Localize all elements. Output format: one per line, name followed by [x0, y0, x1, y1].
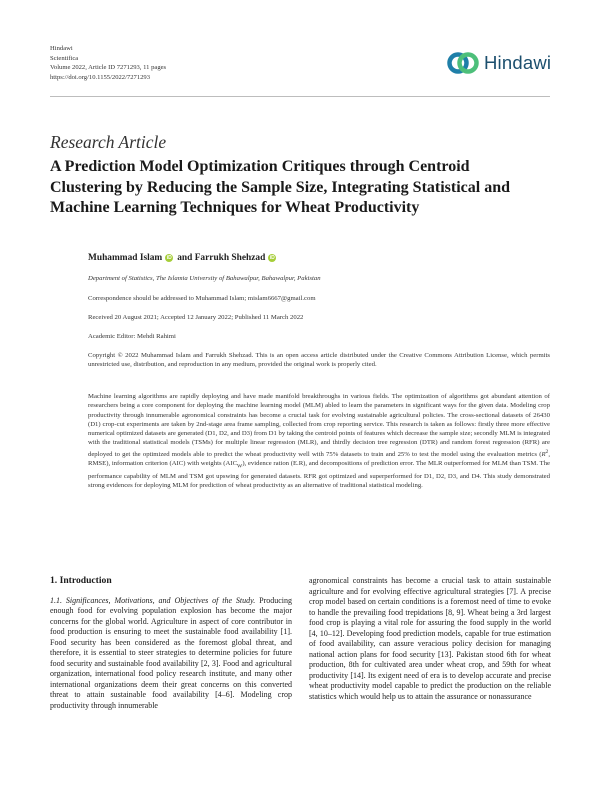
- author-conjunction: and: [177, 253, 193, 263]
- author-list: [88, 253, 280, 263]
- body-column-right: [309, 576, 551, 702]
- paragraph: [50, 596, 292, 712]
- abstract-text: , RMSE), information criterion (AIC) with weights (AIC: [88, 451, 550, 468]
- article-dates: Received 20 August 2021; Accepted 12 January 2022; Published 11 March 2022: [88, 314, 304, 321]
- title-line: Machine Learning Techniques for Wheat Productivity: [50, 199, 420, 216]
- r-squared-symbol: R: [541, 451, 546, 459]
- subsection-heading: 1.1. Significances, Motivations, and Objectives of the Study.: [50, 595, 256, 605]
- superscript: 2: [545, 448, 549, 455]
- orcid-icon[interactable]: iD: [166, 255, 172, 261]
- volume-info: Volume 2022, Article ID 7271293, 11 pages: [50, 64, 167, 72]
- logo-wordmark: Hindawi: [484, 52, 552, 73]
- hindawi-logo: [446, 48, 551, 78]
- copyright-notice: Copyright © 2022 Muhammad Islam and Farrukh Shehzad. This is an open access article distributed under the Creative Commons Attribution License, which permits unrestricted use, distribution, and reproduction in any medium, provided the original work is properly cited.: [88, 352, 550, 369]
- abstract-text: ), evidence ration (E.R), and decompositions of prediction error. The MLR outperformed for MLM than TSM. The performance capability of MLM and TSM got upswing for generated datasets. RFR got optimized and superperformed for D1, D2, D3, and D4. This study demonstrated strong evidences for deploying MLM for prediction of wheat productivity as an alternative of traditional statistical modeling.: [88, 460, 551, 490]
- publisher-name: Hindawi: [50, 45, 73, 52]
- author-name[interactable]: Muhammad Islam: [88, 253, 163, 263]
- title-line: Clustering by Reducing the Sample Size, Integrating Statistical and: [50, 178, 511, 196]
- orcid-icon[interactable]: iD: [269, 255, 275, 261]
- author-name[interactable]: Farrukh Shehzad: [194, 253, 266, 263]
- article-type: Research Article: [50, 132, 167, 152]
- article-title: [50, 157, 560, 219]
- header-divider: [50, 96, 550, 97]
- title-line: A Prediction Model Optimization Critiques through Centroid: [50, 158, 470, 175]
- hindawi-logo-icon: [446, 50, 480, 76]
- paragraph-text: Producing enough food for evolving population explosion has become the major concerns for the global world. Agriculture in aspect of core contributor in food production is ensuring to meet the sustainable food availability [1]. Food security has been considered as the foremost global threat, and therefore, it is essential to steer strategies to determine policies for future food security and sustainable food availability [2, 3]. Food and agricultural organization, international food policy research institute, and many other international organizations deem their great concerns on this converted threat to attain sustainable food availability [4–6]. Modeling crop productivity through innumerable: [50, 595, 293, 710]
- journal-meta: [50, 44, 166, 82]
- correspondence: Correspondence should be addressed to Muhammad Islam; mislam6667@gmail.com: [88, 295, 316, 302]
- paragraph-text: agronomical constraints has become a crucial task to attain sustainable agriculture and for evolving effective agricultural strategies [7]. A precise crop model based on certain conditions is a foremost need of time to evoke to handle the prevailing food trepidations [8, 9]. Wheat being a 3rd largest food crop is playing a vital role for assuring the food supply in the world [4, 10–12]. Developing food prediction models, capable for true estimation of food availability, can assure veracious policy decision for managing national action plans for food security [13]. Pakistan stood 6th for wheat production, 8th for cultivated area under wheat crop, and 59th for wheat productivity [14]. Its exigent need of era is to develop accurate and precise wheat productivity model capable to predict the production on the reliable statistics which would help us to attain the assurance or nonassurance: [309, 576, 551, 701]
- affiliation: Department of Statistics, The Islamia University of Bahawalpur, Bahawalpur, Pakistan: [88, 275, 321, 282]
- doi-link[interactable]: https://doi.org/10.1155/2022/7271293: [50, 73, 151, 81]
- subscript: W: [237, 463, 243, 470]
- academic-editor: Academic Editor: Mehdi Rahimi: [88, 333, 176, 340]
- abstract-text: Machine learning algorithms are rapidly deploying and have made manifold breakthroughs in various fields. The optimization of algorithms got abundant attention of researchers being a core component for deploying the machine learning model (MLM) abled to learn the parameters in significant ways for the given data. Modeling crop productivity through innumerable agronomical constraints has become a crucial task for evolving sustainable agricultural policies. The cross-sectional datasets of 26430 (D1) crop-cut experiments are taken by 2nd-stage area frame sampling, collected from crop reporting service. This research is taken as follows: firstly three more effective numerical optimized datasets are generated (D1, D2, and D3) from D1 by taking the centroid points of features which decrease the sample size; secondly MLM is integrated with the traditional statistical models (TSMs) for multiple linear regression (MLR), and thirdly decision tree regression (DTR) and random forest regression (RFR) are deployed to get the optimized models able to predict the wheat productivity well with 75% datasets to train and 25% to test the model using the evaluation metrics (: [88, 393, 550, 459]
- abstract: [88, 392, 550, 491]
- journal-name: Scientifica: [50, 54, 79, 62]
- section-heading: 1. Introduction: [50, 575, 112, 586]
- body-column-left: [50, 576, 292, 711]
